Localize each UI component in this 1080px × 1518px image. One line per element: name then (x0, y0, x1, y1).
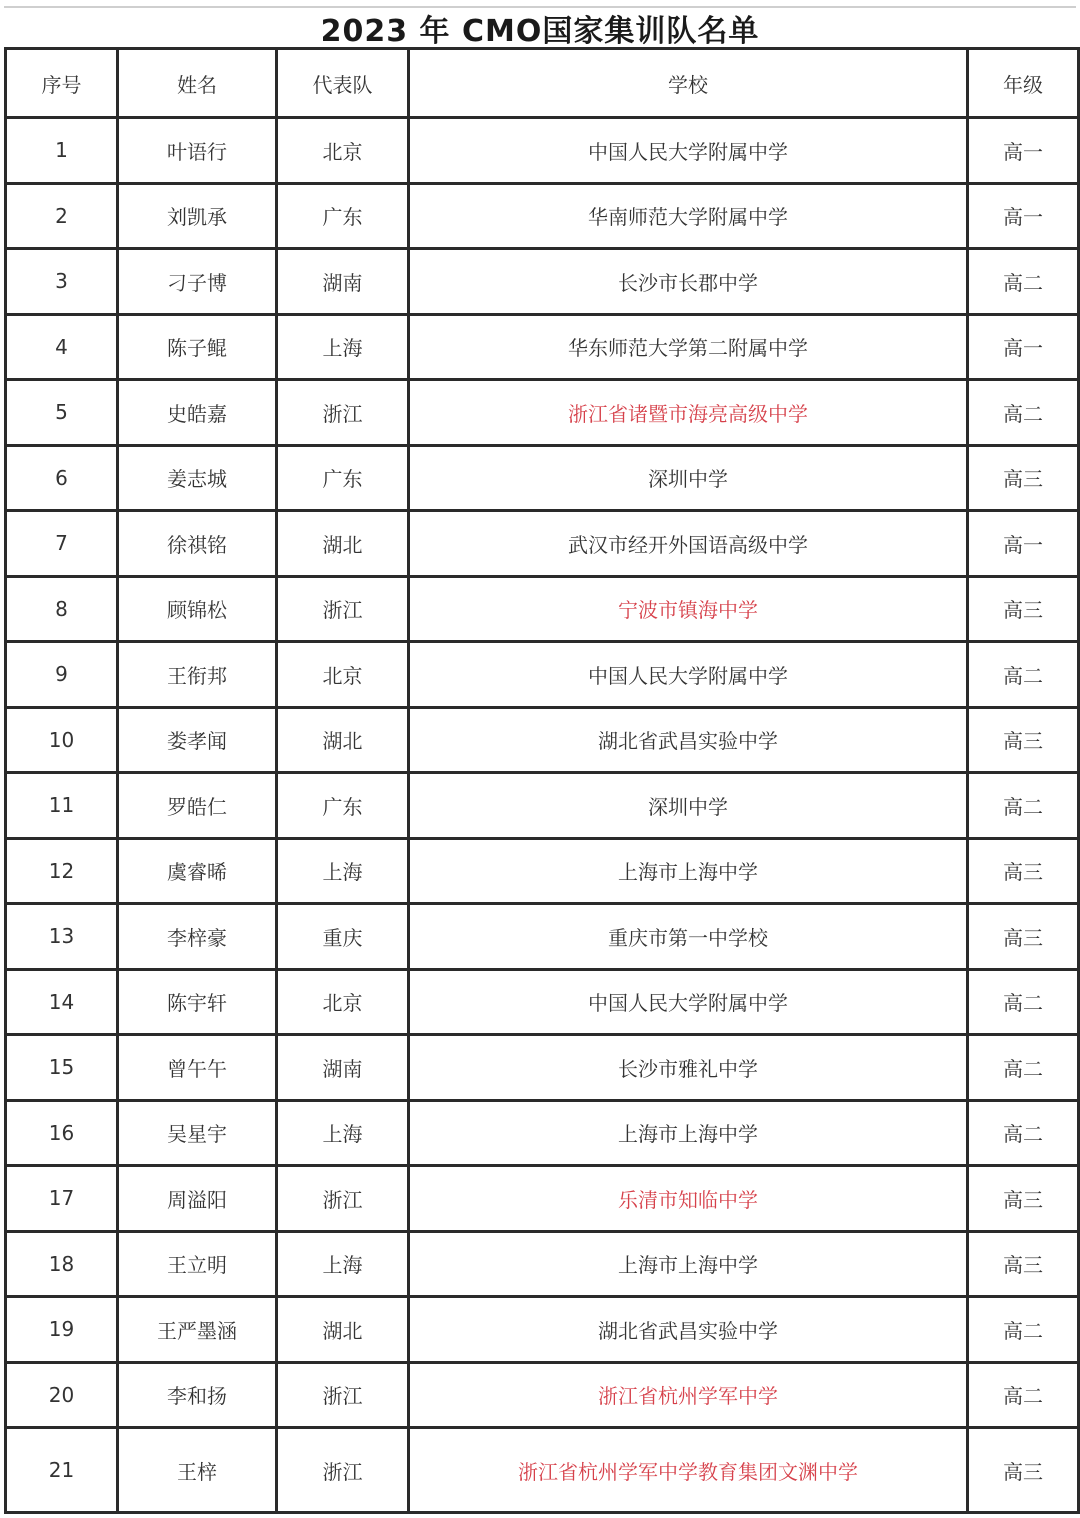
cell-team: 上海 (277, 838, 409, 904)
cell-school: 重庆市第一中学校 (409, 904, 968, 970)
table-row (6, 380, 1079, 446)
table-row (6, 445, 1079, 511)
cell-team: 浙江 (277, 380, 409, 446)
cell-team: 上海 (277, 314, 409, 380)
header-name: 姓名 (118, 49, 277, 118)
header-no: 序号 (6, 49, 118, 118)
cell-school: 中国人民大学附属中学 (409, 118, 968, 184)
table-row (6, 511, 1079, 577)
cell-no: 12 (6, 838, 118, 904)
cell-school: 浙江省杭州学军中学 (409, 1362, 968, 1428)
cell-name: 徐祺铭 (118, 511, 277, 577)
cell-grade: 高一 (968, 183, 1079, 249)
cell-grade: 高二 (968, 969, 1079, 1035)
cell-school: 浙江省诸暨市海亮高级中学 (409, 380, 968, 446)
table-row (6, 576, 1079, 642)
cell-school: 深圳中学 (409, 445, 968, 511)
cell-no: 5 (6, 380, 118, 446)
cell-name: 王严墨涵 (118, 1297, 277, 1363)
table-row (6, 1362, 1079, 1428)
cell-school: 湖北省武昌实验中学 (409, 1297, 968, 1363)
cell-no: 6 (6, 445, 118, 511)
cell-school: 武汉市经开外国语高级中学 (409, 511, 968, 577)
cell-name: 顾锦松 (118, 576, 277, 642)
cell-grade: 高三 (968, 1231, 1079, 1297)
table-row (6, 1166, 1079, 1232)
cell-team: 浙江 (277, 576, 409, 642)
cell-name: 陈子鲲 (118, 314, 277, 380)
cell-school: 深圳中学 (409, 773, 968, 839)
cell-team: 上海 (277, 1231, 409, 1297)
cell-team: 湖北 (277, 707, 409, 773)
cell-grade: 高一 (968, 118, 1079, 184)
cell-school: 上海市上海中学 (409, 1100, 968, 1166)
cell-school: 长沙市长郡中学 (409, 249, 968, 315)
cell-no: 11 (6, 773, 118, 839)
cell-name: 王梓 (118, 1428, 277, 1513)
table-row (6, 1428, 1079, 1513)
cell-team: 湖南 (277, 1035, 409, 1101)
cell-team: 广东 (277, 773, 409, 839)
cell-school: 华南师范大学附属中学 (409, 183, 968, 249)
cell-team: 湖北 (277, 1297, 409, 1363)
cell-grade: 高二 (968, 1035, 1079, 1101)
cell-no: 9 (6, 642, 118, 708)
cell-name: 吴星宇 (118, 1100, 277, 1166)
cell-team: 浙江 (277, 1166, 409, 1232)
cell-grade: 高一 (968, 511, 1079, 577)
cell-name: 娄孝闻 (118, 707, 277, 773)
cell-no: 20 (6, 1362, 118, 1428)
table-row (6, 773, 1079, 839)
table-row (6, 1035, 1079, 1101)
cell-team: 浙江 (277, 1428, 409, 1513)
cell-no: 19 (6, 1297, 118, 1363)
cell-grade: 高二 (968, 642, 1079, 708)
cell-school: 宁波市镇海中学 (409, 576, 968, 642)
cell-team: 湖南 (277, 249, 409, 315)
cell-name: 叶语行 (118, 118, 277, 184)
cell-team: 北京 (277, 118, 409, 184)
cell-team: 广东 (277, 445, 409, 511)
cell-school: 上海市上海中学 (409, 838, 968, 904)
cell-name: 曾午午 (118, 1035, 277, 1101)
cell-grade: 高三 (968, 707, 1079, 773)
cell-no: 4 (6, 314, 118, 380)
cell-grade: 高二 (968, 773, 1079, 839)
cell-grade: 高二 (968, 1362, 1079, 1428)
cell-grade: 高二 (968, 249, 1079, 315)
table-row (6, 1297, 1079, 1363)
cell-team: 北京 (277, 969, 409, 1035)
cell-no: 16 (6, 1100, 118, 1166)
cell-school: 浙江省杭州学军中学教育集团文渊中学 (409, 1428, 968, 1513)
cell-name: 李梓豪 (118, 904, 277, 970)
cell-school: 长沙市雅礼中学 (409, 1035, 968, 1101)
cell-grade: 高一 (968, 314, 1079, 380)
cell-grade: 高三 (968, 576, 1079, 642)
cell-no: 13 (6, 904, 118, 970)
cell-name: 罗皓仁 (118, 773, 277, 839)
cell-name: 刘凯承 (118, 183, 277, 249)
table-row (6, 838, 1079, 904)
cell-team: 上海 (277, 1100, 409, 1166)
cell-team: 湖北 (277, 511, 409, 577)
cell-school: 中国人民大学附属中学 (409, 642, 968, 708)
cell-school: 中国人民大学附属中学 (409, 969, 968, 1035)
cell-team: 北京 (277, 642, 409, 708)
cell-grade: 高三 (968, 1166, 1079, 1232)
cell-school: 华东师范大学第二附属中学 (409, 314, 968, 380)
roster-table (4, 47, 1080, 1514)
table-row (6, 183, 1079, 249)
cell-name: 周溢阳 (118, 1166, 277, 1232)
cell-no: 21 (6, 1428, 118, 1513)
cell-team: 浙江 (277, 1362, 409, 1428)
cell-name: 刁子博 (118, 249, 277, 315)
cell-grade: 高二 (968, 1297, 1079, 1363)
cell-no: 1 (6, 118, 118, 184)
cell-grade: 高二 (968, 380, 1079, 446)
cell-school: 乐清市知临中学 (409, 1166, 968, 1232)
cell-no: 10 (6, 707, 118, 773)
cell-no: 17 (6, 1166, 118, 1232)
table-row (6, 1100, 1079, 1166)
cell-no: 18 (6, 1231, 118, 1297)
cell-grade: 高三 (968, 838, 1079, 904)
cell-no: 8 (6, 576, 118, 642)
header-grade: 年级 (968, 49, 1079, 118)
cell-no: 3 (6, 249, 118, 315)
cell-team: 重庆 (277, 904, 409, 970)
cell-name: 姜志城 (118, 445, 277, 511)
table-row (6, 249, 1079, 315)
header-row (6, 49, 1079, 118)
cell-school: 上海市上海中学 (409, 1231, 968, 1297)
page-title: 2023 年 CMO国家集训队名单 (4, 6, 1076, 48)
table-row (6, 1231, 1079, 1297)
cell-team: 广东 (277, 183, 409, 249)
cell-no: 7 (6, 511, 118, 577)
cell-grade: 高二 (968, 1100, 1079, 1166)
cell-no: 15 (6, 1035, 118, 1101)
cell-grade: 高三 (968, 445, 1079, 511)
table-row (6, 118, 1079, 184)
cell-name: 史皓嘉 (118, 380, 277, 446)
cell-name: 虞睿晞 (118, 838, 277, 904)
table-row (6, 904, 1079, 970)
cell-name: 王衔邦 (118, 642, 277, 708)
cell-name: 李和扬 (118, 1362, 277, 1428)
cell-name: 王立明 (118, 1231, 277, 1297)
cell-name: 陈宇轩 (118, 969, 277, 1035)
cell-grade: 高三 (968, 1428, 1079, 1513)
cell-no: 2 (6, 183, 118, 249)
table-row (6, 642, 1079, 708)
table-row (6, 707, 1079, 773)
cell-school: 湖北省武昌实验中学 (409, 707, 968, 773)
header-team: 代表队 (277, 49, 409, 118)
cell-no: 14 (6, 969, 118, 1035)
table-row (6, 314, 1079, 380)
cell-grade: 高三 (968, 904, 1079, 970)
header-school: 学校 (409, 49, 968, 118)
table-row (6, 969, 1079, 1035)
